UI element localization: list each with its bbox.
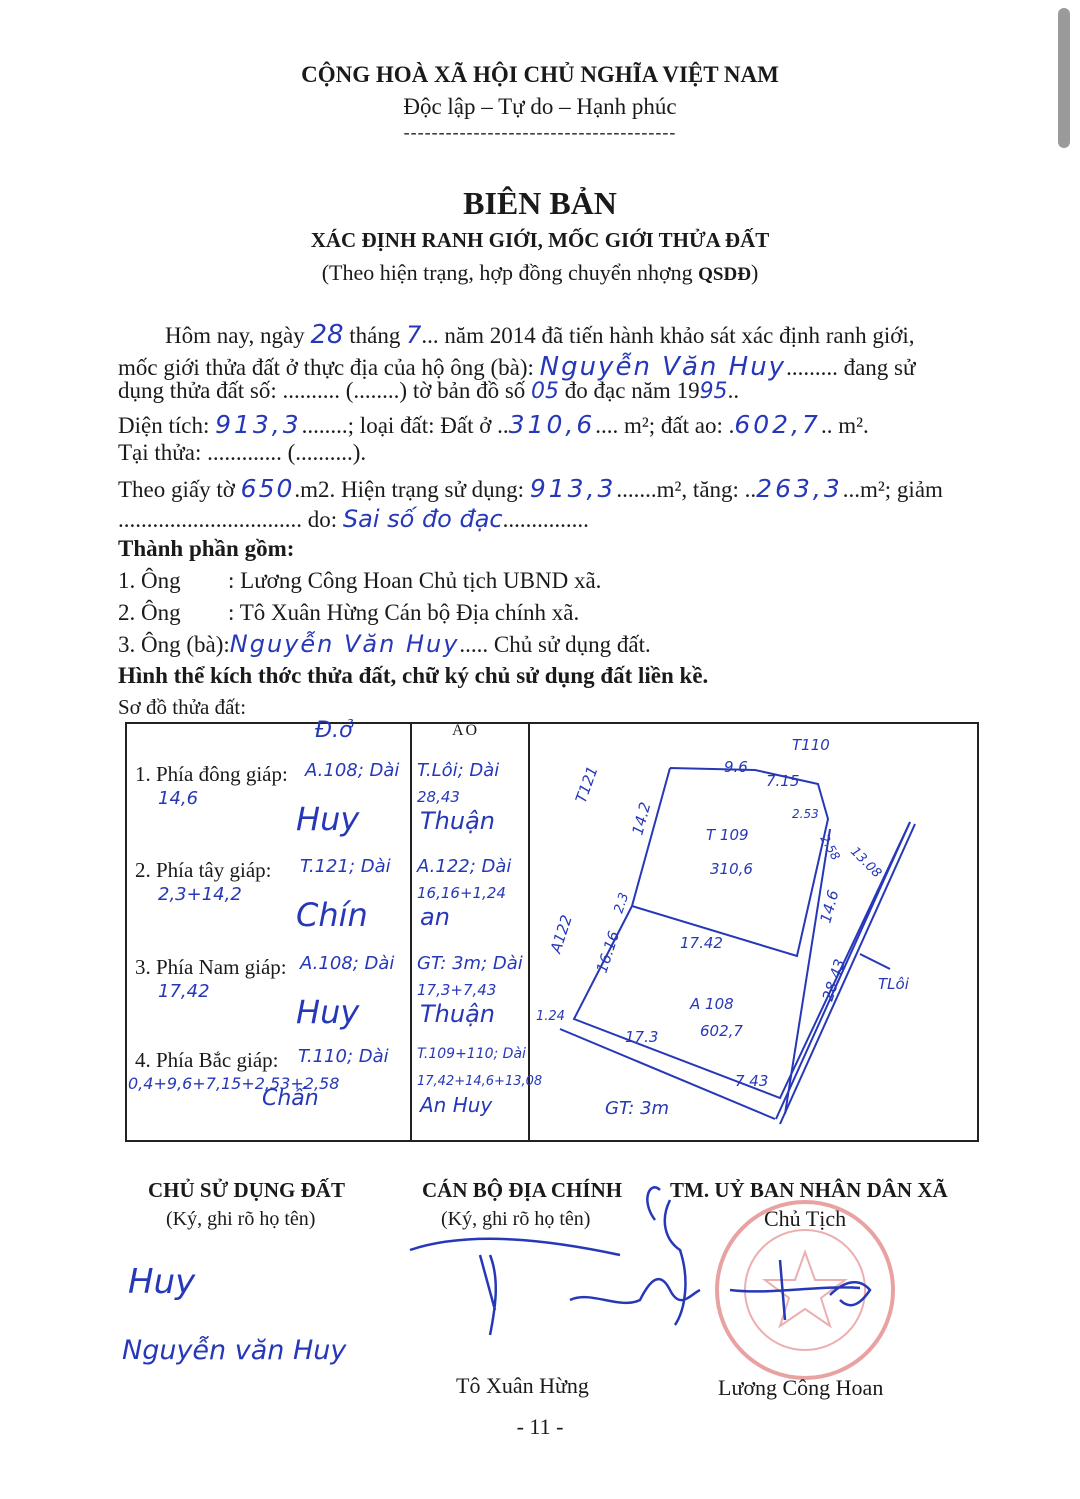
lbl-a108-area: 602,7 xyxy=(700,1022,743,1040)
hw-owner: Nguyễn Văn Huy xyxy=(539,352,787,382)
body-line-3: dụng thửa đất số: .......... (........) tờ bản đồ số 05 đo đạc năm 1995.. xyxy=(118,378,740,404)
hw-ao-len: 28,43 xyxy=(417,788,460,806)
hw-current: 913,3 xyxy=(529,474,617,503)
hw-ao-len: 17,42+14,6+13,08 xyxy=(417,1074,543,1089)
hw-map-no: 05 xyxy=(531,379,560,404)
doc-subtitle: XÁC ĐỊNH RANH GIỚI, MỐC GIỚI THỬA ĐẤT xyxy=(310,228,770,252)
hw-year: 95 xyxy=(699,379,728,404)
hw-ao-len: 16,16+1,24 xyxy=(417,884,506,902)
hw-do-line: T.121; Dài xyxy=(300,856,391,877)
row-label: 1. Phía đông giáp: xyxy=(135,762,288,786)
hw-do-sig: Chấn xyxy=(262,1086,319,1111)
hw-do-line: T.110; Dài xyxy=(298,1046,389,1067)
hw-day: 28 xyxy=(310,320,344,350)
header-rule: --------------------------------------- xyxy=(403,122,677,142)
hw-do-len: 0,4+9,6+7,15+2,53+2,58 xyxy=(128,1074,340,1093)
plot-sketch xyxy=(530,724,974,1138)
diagram-sub: Sơ đồ thửa đất: xyxy=(118,695,247,719)
row-label: 2. Phía tây giáp: xyxy=(135,858,272,882)
divider-do xyxy=(410,722,412,1140)
motto: Độc lập – Tự do – Hạnh phúc xyxy=(403,94,677,119)
body-line-6: Theo giấy tờ 650.m2. Hiện trạng sử dụng: 913,3.......m², tăng: ..263,3...m²; giảm xyxy=(118,474,943,503)
lbl-d146: 14.6 xyxy=(816,888,843,926)
tl-tick xyxy=(860,954,890,969)
lbl-d743: 7.43 xyxy=(735,1072,769,1090)
col-ao: AO xyxy=(452,722,480,739)
hw-col-do: Đ.ở xyxy=(315,718,353,743)
lbl-a108: A 108 xyxy=(690,995,734,1013)
hw-do-len: 2,3+14,2 xyxy=(158,884,242,905)
lbl-d173: 17.3 xyxy=(625,1028,659,1046)
officer-name: Tô Xuân Hừng xyxy=(456,1373,589,1398)
hw-ao-line: T.109+110; Dài xyxy=(417,1046,526,1062)
body-line-2: mốc giới thửa đất ở thực địa của hộ ông (bà): Nguyễn Văn Huy......... đang sử xyxy=(118,352,916,382)
hw-increase: 263,3 xyxy=(756,474,843,503)
hw-ao-line: T.Lôi; Dài xyxy=(417,760,500,781)
lbl-t121: T121 xyxy=(571,763,602,806)
owner-title: CHỦ SỬ DỤNG ĐẤT xyxy=(148,1178,345,1202)
officer-note: (Ký, ghi rõ họ tên) xyxy=(441,1208,591,1230)
hw-do-line: A.108; Dài xyxy=(300,953,395,974)
lbl-d1616: 16.16 xyxy=(592,928,624,976)
hw-do-len: 17,42 xyxy=(158,981,210,1002)
hw-residential: 310,6 xyxy=(508,410,596,439)
hw-ao-len: 17,3+7,43 xyxy=(417,981,497,999)
lbl-d2843: 28.43 xyxy=(818,956,850,1004)
lbl-t109-area: 310,6 xyxy=(710,860,753,878)
hw-ao-line: A.122; Dài xyxy=(417,856,512,877)
lbl-d23: 2.3 xyxy=(611,890,633,916)
hw-owner-scrawl: Huy xyxy=(128,1262,196,1302)
hw-do-line: A.108; Dài xyxy=(305,760,400,781)
row-label: 4. Phía Bắc giáp: xyxy=(135,1048,279,1072)
body-line-5: Tại thửa: ............. (..........). xyxy=(118,440,367,465)
lbl-gt: GT: 3m xyxy=(605,1098,670,1119)
chair-title: TM. UỶ BAN NHÂN DÂN XÃ xyxy=(670,1178,948,1202)
lbl-d142: 14.2 xyxy=(628,800,655,838)
hw-paper-area: 650 xyxy=(240,474,295,503)
hw-month: 7 xyxy=(406,321,422,349)
lbl-d1308: 13.08 xyxy=(847,844,885,882)
body-line-4: Diện tích: 913,3........; loại đất: Đất ở ..310,6.... m²; đất ao: .602,7.. m². xyxy=(118,410,869,439)
road-line-4 xyxy=(785,829,830,1114)
member-3: 3. Ông (bà):Nguyễn Văn Huy..... Chủ sử dụng đất. xyxy=(118,630,651,658)
signature-scrawls xyxy=(390,1160,910,1350)
body-line-1: Hôm nay, ngày 28 tháng 7... năm 2014 đã tiến hành khảo sát xác định ranh giới, xyxy=(165,320,915,350)
doc-note: (Theo hiện trạng, hợp đồng chuyển nhợng QSDĐ) xyxy=(321,260,759,285)
chair-name: Lương Công Hoan xyxy=(718,1375,884,1400)
lbl-d715: 7.15 xyxy=(766,772,800,790)
hw-ao-sig: an xyxy=(420,903,450,931)
hw-do-sig: Huy xyxy=(296,993,360,1031)
lbl-d253: 2.53 xyxy=(792,807,819,821)
body-line-7: ................................ do: Sai số đo đạc............... xyxy=(118,505,589,533)
hw-pond: 602,7 xyxy=(734,410,821,439)
page-number: - 11 - xyxy=(516,1414,564,1439)
chair-role: Chủ Tịch xyxy=(764,1206,847,1231)
hw-do-len: 14,6 xyxy=(158,788,199,809)
hw-ao-line: GT: 3m; Dài xyxy=(417,953,523,974)
hw-owner-name: Nguyễn văn Huy xyxy=(122,1335,347,1366)
owner-note: (Ký, ghi rõ họ tên) xyxy=(166,1208,316,1230)
road-line-2 xyxy=(780,824,915,1124)
member-1: 1. Ông : Lương Công Hoan Chủ tịch UBND xã. xyxy=(118,568,602,593)
hw-ao-sig: Thuận xyxy=(420,1000,495,1028)
nation-heading: CỘNG HOÀ XÃ HỘI CHỦ NGHĨA VIỆT NAM xyxy=(301,62,779,87)
officer-title: CÁN BỘ ĐỊA CHÍNH xyxy=(422,1178,623,1202)
lbl-a122: A122 xyxy=(546,912,576,956)
lbl-d1742: 17.42 xyxy=(680,934,723,952)
hw-ao-sig: An Huy xyxy=(420,1093,493,1117)
diagram-heading: Hình thể kích thớc thửa đất, chữ ký chủ sử dụng đất liền kề. xyxy=(118,663,709,688)
lbl-t110: T110 xyxy=(792,736,830,754)
hw-do-sig: Chín xyxy=(296,896,368,934)
row-label: 3. Phía Nam giáp: xyxy=(135,955,287,979)
hw-do-sig: Huy xyxy=(296,800,360,838)
lbl-t109: T 109 xyxy=(706,826,749,844)
hw-member-3: Nguyễn Văn Huy xyxy=(229,630,460,658)
member-2: 2. Ông : Tô Xuân Hừng Cán bộ Địa chính xã. xyxy=(118,600,580,625)
hw-ao-sig: Thuận xyxy=(420,807,495,835)
hw-area: 913,3 xyxy=(215,410,302,439)
lbl-d124: 1.24 xyxy=(536,1009,565,1024)
lbl-d96: 9.6 xyxy=(724,758,748,776)
hw-reason: Sai số đo đạc xyxy=(342,505,503,533)
lbl-tl: TLôi xyxy=(878,975,909,993)
lbl-d258: 2.58 xyxy=(817,832,843,863)
doc-title: BIÊN BẢN xyxy=(463,185,617,221)
members-heading: Thành phần gồm: xyxy=(118,536,295,561)
